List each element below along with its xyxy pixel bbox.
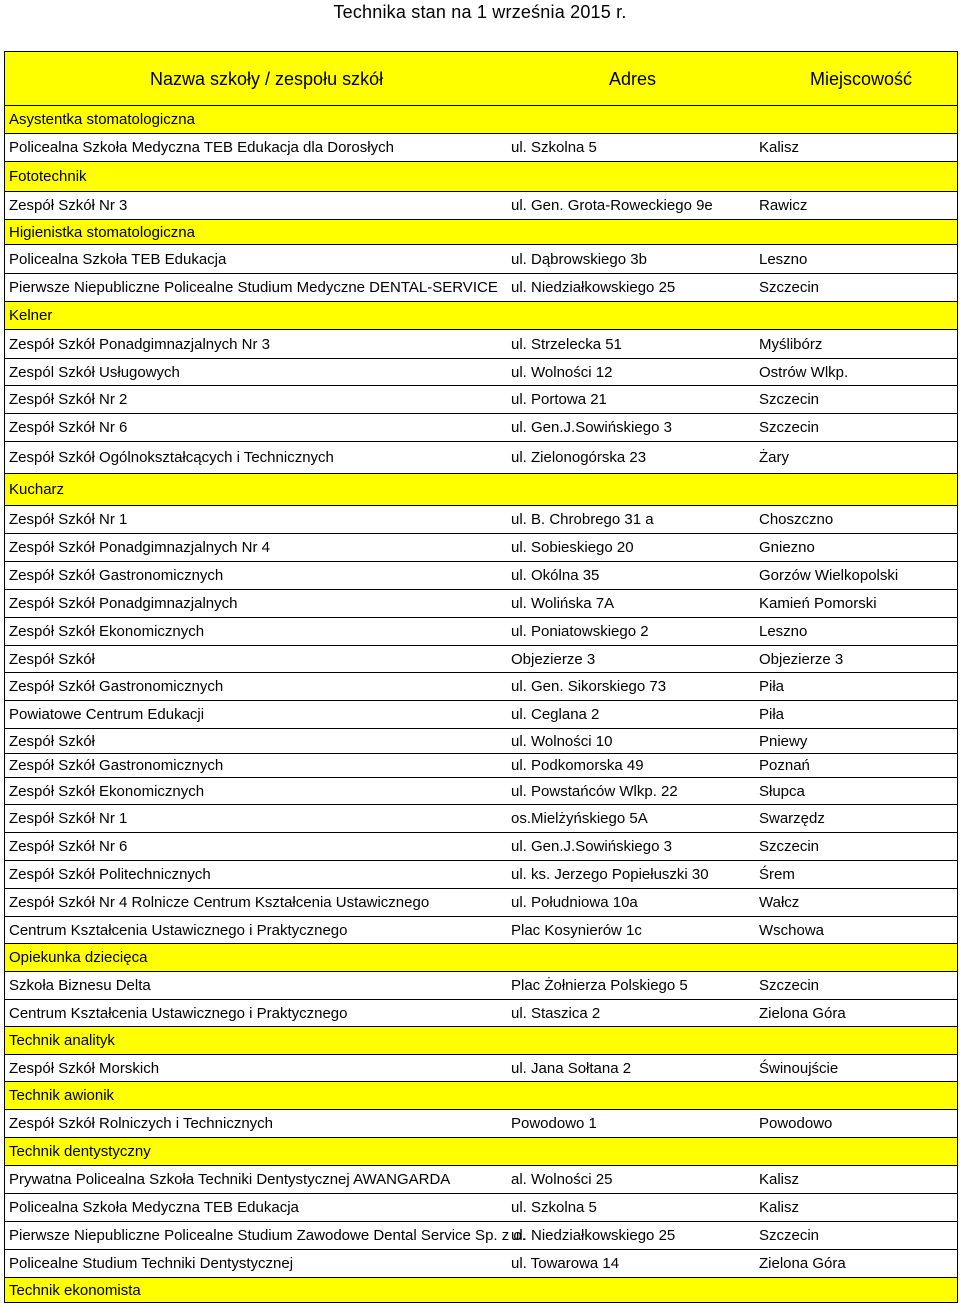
address-cell: ul. Zielonogórska 23 [511,449,647,466]
city-cell: Leszno [759,251,808,268]
city-cell: Piła [759,706,785,723]
address-cell: ul. Podkomorska 49 [511,757,644,774]
school-name-cell: Policealna Szkoła Medyczna TEB Edukacja [9,1199,299,1216]
school-name-cell: Zespół Szkół Nr 6 [9,419,128,436]
city-cell: Zielona Góra [759,1005,846,1022]
table-row [4,274,958,302]
city-cell: Śrem [759,866,795,883]
city-cell: Szczecin [759,279,820,296]
city-cell: Kalisz [759,1171,800,1188]
table-row [4,1250,958,1278]
table-header [4,51,958,106]
category-label: Technik ekonomista [9,1282,141,1299]
city-cell: Poznań [759,757,810,774]
table-row [4,1166,958,1194]
address-cell: Powodowo 1 [511,1115,597,1132]
city-cell: Objezierze 3 [759,651,844,668]
table-row [4,330,958,359]
address-cell: ul. Gen. Grota-Roweckiego 9e [511,197,713,214]
city-cell: Myślibórz [759,336,823,353]
school-name-cell: Pierwsze Niepubliczne Policealne Studium Zawodowe Dental Service Sp. z o. [9,1227,526,1244]
city-cell: Świnoujście [759,1060,839,1077]
category-label: Technik dentystyczny [9,1143,151,1160]
city-cell: Zielona Góra [759,1255,846,1272]
table-row [4,534,958,562]
city-cell: Szczecin [759,1227,820,1244]
address-cell: ul. Jana Sołtana 2 [511,1060,632,1077]
city-cell: Kalisz [759,1199,800,1216]
table-row [4,972,958,1000]
table-row [4,414,958,442]
city-cell: Szczecin [759,838,820,855]
school-name-cell: Zespół Szkół Nr 6 [9,838,128,855]
city-cell: Wschowa [759,922,825,939]
school-name-cell: Zespół Szkół Nr 4 Rolnicze Centrum Kształcenia Ustawicznego [9,894,430,911]
category-row [4,944,958,972]
school-name-cell: Zespół Szkół Gastronomicznych [9,757,224,774]
school-name-cell: Zespół Szkół Ekonomicznych [9,623,205,640]
school-name-cell: Zespół Szkół Nr 3 [9,197,128,214]
school-name-cell: Szkoła Biznesu Delta [9,977,151,994]
address-cell: Objezierze 3 [511,651,596,668]
school-name-cell: Centrum Kształcenia Ustawicznego i Praktycznego [9,922,348,939]
table-row [4,590,958,618]
table-row [4,134,958,162]
category-row [4,106,958,134]
city-cell: Szczecin [759,977,820,994]
city-cell: Rawicz [759,197,808,214]
school-name-cell: Policealna Szkoła TEB Edukacja [9,251,227,268]
table-row [4,1110,958,1138]
table-row [4,618,958,646]
table-body [4,106,958,1303]
city-cell: Gniezno [759,539,815,556]
table-row [4,442,958,474]
address-cell: ul. Sobieskiego 20 [511,539,634,556]
category-row [4,474,958,506]
address-cell: ul. Niedziałkowskiego 25 [511,279,676,296]
address-cell: al. Wolności 25 [511,1171,613,1188]
address-cell: ul. Szkolna 5 [511,1199,597,1216]
school-name-cell: Policealne Studium Techniki Dentystycznej [9,1255,294,1272]
table-row [4,1222,958,1250]
table-row [4,889,958,917]
page-title: Technika stan na 1 września 2015 r. [333,2,627,22]
school-name-cell: Policealna Szkoła Medyczna TEB Edukacja dla Dorosłych [9,139,394,156]
school-name-cell: Powiatowe Centrum Edukacji [9,706,205,723]
city-cell: Choszczno [759,511,834,528]
address-cell: ul. Strzelecka 51 [511,336,622,353]
table-row [4,1000,958,1027]
city-cell: Żary [759,449,789,466]
address-cell: ul. Gen. Sikorskiego 73 [511,678,667,695]
header-address: Adres [609,69,657,89]
category-label: Kelner [9,307,53,324]
header-city: Miejscowość [810,69,913,89]
city-cell: Powodowo [759,1115,833,1132]
table-row [4,386,958,414]
category-row [4,162,958,192]
table-row [4,245,958,274]
city-cell: Leszno [759,623,808,640]
category-label: Kucharz [9,481,65,498]
school-name-cell: Zespół Szkół Ogólnokształcących i Technicznych [9,449,334,466]
table-row [4,562,958,590]
address-cell: ul. Niedziałkowskiego 25 [511,1227,676,1244]
address-cell: ul. Portowa 21 [511,391,607,408]
address-cell: ul. Wolińska 7A [511,595,615,612]
city-cell: Ostrów Wlkp. [759,364,849,381]
address-cell: Plac Kosynierów 1c [511,922,642,939]
school-name-cell: Zespół Szkół Politechnicznych [9,866,211,883]
category-label: Technik analityk [9,1032,115,1049]
category-label: Asystentka stomatologiczna [9,111,195,128]
table-row [4,701,958,729]
school-name-cell: Zespół Szkół Nr 1 [9,511,128,528]
category-row [4,302,958,330]
header-name: Nazwa szkoły / zespołu szkół [150,69,384,89]
address-cell: ul. Gen.J.Sowińskiego 3 [511,419,672,436]
city-cell: Wałcz [759,894,800,911]
table-row [4,778,958,805]
address-cell: ul. Okólna 35 [511,567,600,584]
city-cell: Kamień Pomorski [759,595,877,612]
address-cell: ul. Wolności 10 [511,733,613,750]
table-row [4,861,958,889]
address-cell: ul. ks. Jerzego Popiełuszki 30 [511,866,709,883]
category-row [4,1027,958,1055]
school-name-cell: Zespół Szkół Ponadgimnazjalnych [9,595,238,612]
table-row [4,673,958,701]
table-row [4,1055,958,1082]
category-row [4,1082,958,1110]
address-cell: ul. Południowa 10a [511,894,638,911]
address-cell: ul. Poniatowskiego 2 [511,623,649,640]
school-name-cell: Pierwsze Niepubliczne Policealne Studium Medyczne DENTAL-SERVICE [9,279,498,296]
table-row [4,833,958,861]
address-cell: Plac Żołnierza Polskiego 5 [511,977,688,994]
address-cell: ul. Szkolna 5 [511,139,597,156]
address-cell: ul. Staszica 2 [511,1005,601,1022]
city-cell: Piła [759,678,785,695]
address-cell: ul. Wolności 12 [511,364,613,381]
school-name-cell: Zespół Szkół Morskich [9,1060,160,1077]
school-name-cell: Zespół Szkół Ponadgimnazjalnych Nr 3 [9,336,270,353]
city-cell: Szczecin [759,419,820,436]
school-name-cell: Zespół Szkół [9,733,95,750]
table-row [4,359,958,386]
school-name-cell: Zespół Szkół [9,651,95,668]
school-name-cell: Zespół Szkół Gastronomicznych [9,567,224,584]
table-row [4,646,958,673]
city-cell: Kalisz [759,139,800,156]
city-cell: Szczecin [759,391,820,408]
address-cell: ul. Towarowa 14 [511,1255,620,1272]
table-row [4,506,958,534]
school-name-cell: Zespół Szkół Nr 1 [9,810,128,827]
category-row [4,1138,958,1166]
table-row [4,192,958,220]
school-name-cell: Zespół Szkół Ponadgimnazjalnych Nr 4 [9,539,270,556]
school-name-cell: Zespól Szkół Usługowych [9,364,180,381]
category-row [4,1278,958,1303]
category-label: Higienistka stomatologiczna [9,224,195,241]
school-name-cell: Prywatna Policealna Szkoła Techniki Dentystycznej AWANGARDA [9,1171,451,1188]
address-cell: ul. Powstańców Wlkp. 22 [511,783,678,800]
city-cell: Słupca [759,783,805,800]
table-row [4,917,958,944]
address-cell: ul. Gen.J.Sowińskiego 3 [511,838,672,855]
schools-table [4,51,958,1303]
city-cell: Gorzów Wielkopolski [759,567,899,584]
city-cell: Pniewy [759,733,808,750]
table-row [4,754,958,778]
address-cell: os.Mielżyńskiego 5A [511,810,648,827]
school-name-cell: Zespół Szkół Nr 2 [9,391,128,408]
school-name-cell: Centrum Kształcenia Ustawicznego i Praktycznego [9,1005,348,1022]
category-label: Technik awionik [9,1087,115,1104]
school-name-cell: Zespół Szkół Rolniczych i Technicznych [9,1115,274,1132]
city-cell: Swarzędz [759,810,825,827]
address-cell: ul. B. Chrobrego 31 a [511,511,654,528]
address-cell: ul. Dąbrowskiego 3b [511,251,647,268]
table-row [4,805,958,833]
school-name-cell: Zespół Szkół Ekonomicznych [9,783,205,800]
table-row [4,1194,958,1222]
table-row [4,729,958,754]
category-label: Opiekunka dziecięca [9,949,148,966]
address-cell: ul. Ceglana 2 [511,706,600,723]
category-label: Fototechnik [9,168,87,185]
school-name-cell: Zespół Szkół Gastronomicznych [9,678,224,695]
category-row [4,220,958,245]
